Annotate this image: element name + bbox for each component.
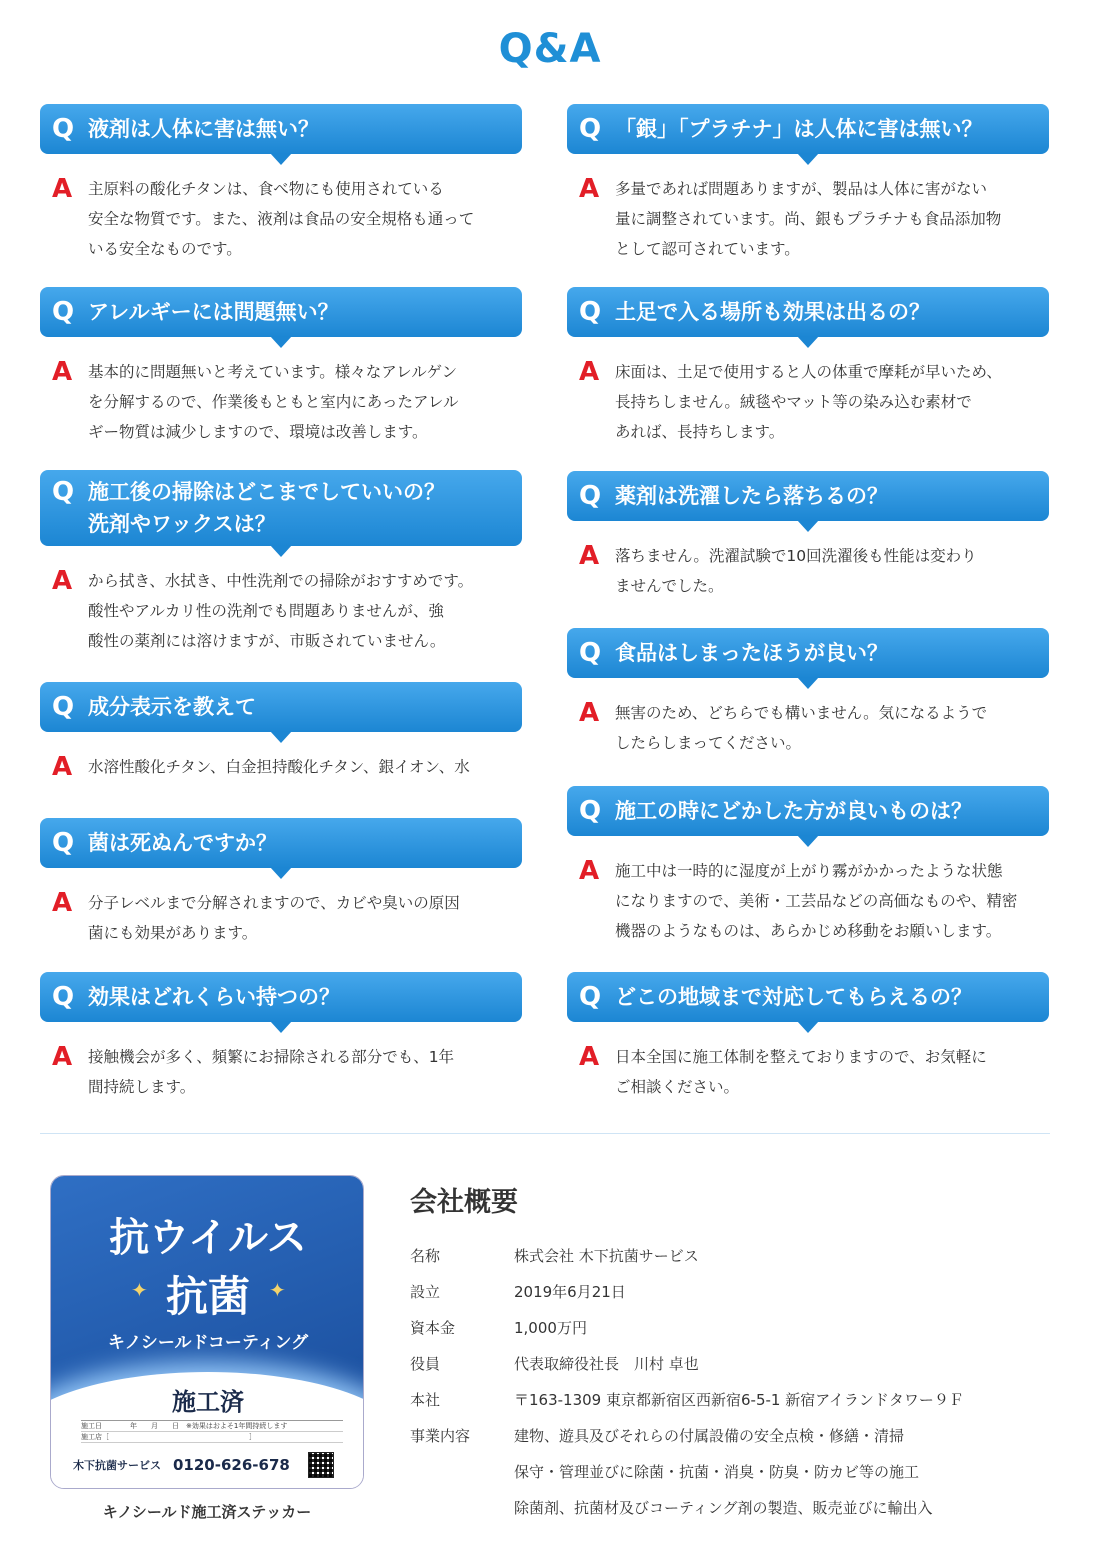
answer-text: 主原料の酸化チタンは、食べ物にも使用されている 安全な物質です。また、液剤は食品の安全規格も通って いる安全なものです。 [88, 180, 475, 258]
answer-text: 床面は、土足で使用すると人の体重で摩耗が早いため、 長持ちしません。絨毯やマット等の染み込む素材で あれば、長持ちします。 [615, 363, 1002, 441]
qa-item [40, 818, 522, 948]
question-bar [567, 471, 1049, 521]
company-row: 本社 〒163-1309 東京都新宿区西新宿6-5-1 新宿アイランドタワー９Ｆ [410, 1391, 964, 1409]
q-mark: Q [579, 297, 602, 327]
answer-text: 施工中は一時的に湿度が上がり霧がかかったような状態 になりますので、美術・工芸品などの高価なものや、精密 機器のようなものは、あらかじめ移動をお願いします。 [615, 862, 1018, 940]
q-mark: Q [579, 114, 602, 144]
question-text: 成分表示を教えて [88, 695, 256, 719]
sticker-footer [73, 1452, 351, 1478]
question-text: 土足で入る場所も効果は出るの？ [615, 300, 930, 324]
a-mark: A [579, 698, 600, 728]
question-bar [567, 628, 1049, 678]
question-bar [40, 287, 522, 337]
qa-item [567, 972, 1049, 1102]
q-mark: Q [52, 692, 75, 722]
q-mark: Q [579, 638, 602, 668]
a-mark: A [579, 541, 600, 571]
question-bar [567, 287, 1049, 337]
company-row: 名称 株式会社 木下抗菌サービス [410, 1247, 699, 1265]
question-text: 食品はしまったほうが良い？ [615, 641, 888, 665]
page-title: Q&A [498, 26, 602, 72]
company-row: 除菌剤、抗菌材及びコーティング剤の製造、販売並びに輸出入 [514, 1499, 933, 1517]
answer-text: 基本的に問題無いと考えています。様々なアレルゲン を分解するので、作業後もともと室内にあったアレル ギー物質は減少しますので、環境は改善します。 [88, 363, 459, 441]
sticker-form: 施工日 年 月 日 ※効果はおよそ1年間持続します 施工店［ ］ [81, 1420, 343, 1443]
a-mark: A [52, 888, 73, 918]
sticker-headline: 抗ウイルス [109, 1215, 307, 1261]
sparkle-icon: ✦ [269, 1278, 286, 1302]
qa-item [567, 104, 1049, 264]
answer-text: 日本全国に施工体制を整えておりますので、お気軽に ご相談ください。 [615, 1048, 987, 1096]
qa-item [567, 471, 1049, 601]
q-mark: Q [52, 828, 75, 858]
question-text: 「銀」「プラチナ」は人体に害は無い？ [615, 117, 983, 141]
question-bar [40, 818, 522, 868]
sticker-caption: キノシールド施工済ステッカー [102, 1503, 312, 1521]
a-mark: A [579, 856, 600, 886]
sparkle-icon: ✦ [131, 1278, 148, 1302]
question-bar [40, 682, 522, 732]
answer-text: から拭き、水拭き、中性洗剤での掃除がおすすめです。 酸性やアルカリ性の洗剤でも問題ありませんが、強 酸性の薬剤には溶けますが、市販されていません。 [88, 572, 474, 650]
a-mark: A [52, 1042, 73, 1072]
brand-logo: 木下抗菌サービス [73, 1459, 161, 1472]
question-text: 施工後の掃除はどこまでしていいの？ 洗剤やワックスは？ [88, 480, 445, 536]
question-text: 施工の時にどかした方が良いものは？ [615, 799, 972, 823]
answer-text: 多量であれば問題ありますが、製品は人体に害がない 量に調整されています。尚、銀もプラチナも食品添加物 として認可されています。 [615, 180, 1002, 258]
question-bar [40, 470, 522, 546]
q-mark: Q [52, 982, 75, 1012]
sticker-image [50, 1175, 364, 1489]
q-mark: Q [52, 114, 75, 144]
qr-code-icon [308, 1452, 334, 1478]
qa-item [40, 972, 522, 1102]
answer-text: 落ちません。洗濯試験で10回洗濯後も性能は変わり ませんでした。 [615, 547, 977, 595]
q-mark: Q [52, 477, 75, 507]
q-mark: Q [579, 481, 602, 511]
question-bar [40, 104, 522, 154]
sticker-done-label: 施工済 [172, 1388, 244, 1416]
a-mark: A [52, 357, 73, 387]
question-bar [40, 972, 522, 1022]
question-bar [567, 972, 1049, 1022]
company-row: 役員 代表取締役社長 川村 卓也 [410, 1355, 699, 1373]
qa-item [40, 682, 522, 782]
qa-item [40, 470, 522, 656]
question-text: 菌は死ぬんですか？ [88, 831, 277, 855]
a-mark: A [52, 566, 73, 596]
question-text: 効果はどれくらい持つの？ [88, 985, 340, 1009]
question-bar [567, 104, 1049, 154]
qa-item [567, 786, 1049, 946]
a-mark: A [52, 174, 73, 204]
qa-item [40, 104, 522, 264]
qa-item [567, 628, 1049, 758]
answer-text: 無害のため、どちらでも構いません。気になるようで したらしまってください。 [615, 704, 988, 752]
q-mark: Q [579, 982, 602, 1012]
answer-text: 水溶性酸化チタン、白金担持酸化チタン、銀イオン、水 [88, 758, 470, 776]
phone-number: 0120-626-678 [173, 1456, 290, 1474]
company-row: 事業内容 建物、遊具及びそれらの付属設備の安全点検・修繕・清掃 [410, 1427, 905, 1445]
company-row: 保守・管理並びに除菌・抗菌・消臭・防臭・防カビ等の施工 [514, 1463, 920, 1481]
answer-text: 分子レベルまで分解されますので、カビや臭いの原因 菌にも効果があります。 [88, 894, 460, 942]
question-text: 薬剤は洗濯したら落ちるの？ [615, 484, 888, 508]
question-text: アレルギーには問題無い？ [88, 300, 339, 324]
a-mark: A [52, 752, 73, 782]
company-row: 資本金 1,000万円 [410, 1319, 587, 1337]
q-mark: Q [579, 796, 602, 826]
answer-text: 接触機会が多く、頻繁にお掃除される部分でも、1年 間持続します。 [88, 1048, 455, 1096]
sticker-headline-2: 抗菌 [165, 1272, 250, 1321]
sticker-product: キノシールドコーティング [107, 1333, 309, 1353]
question-bar [567, 786, 1049, 836]
section-divider [40, 1133, 1050, 1134]
question-text: 液剤は人体に害は無い？ [88, 117, 319, 141]
qa-item [567, 287, 1049, 447]
question-text: どこの地域まで対応してもらえるの？ [615, 985, 972, 1009]
company-row: 設立 2019年6月21日 [410, 1283, 626, 1301]
a-mark: A [579, 174, 600, 204]
company-table [410, 1238, 1050, 1526]
a-mark: A [579, 357, 600, 387]
company-title: 会社概要 [410, 1187, 518, 1218]
a-mark: A [579, 1042, 600, 1072]
q-mark: Q [52, 297, 75, 327]
qa-item [40, 287, 522, 447]
